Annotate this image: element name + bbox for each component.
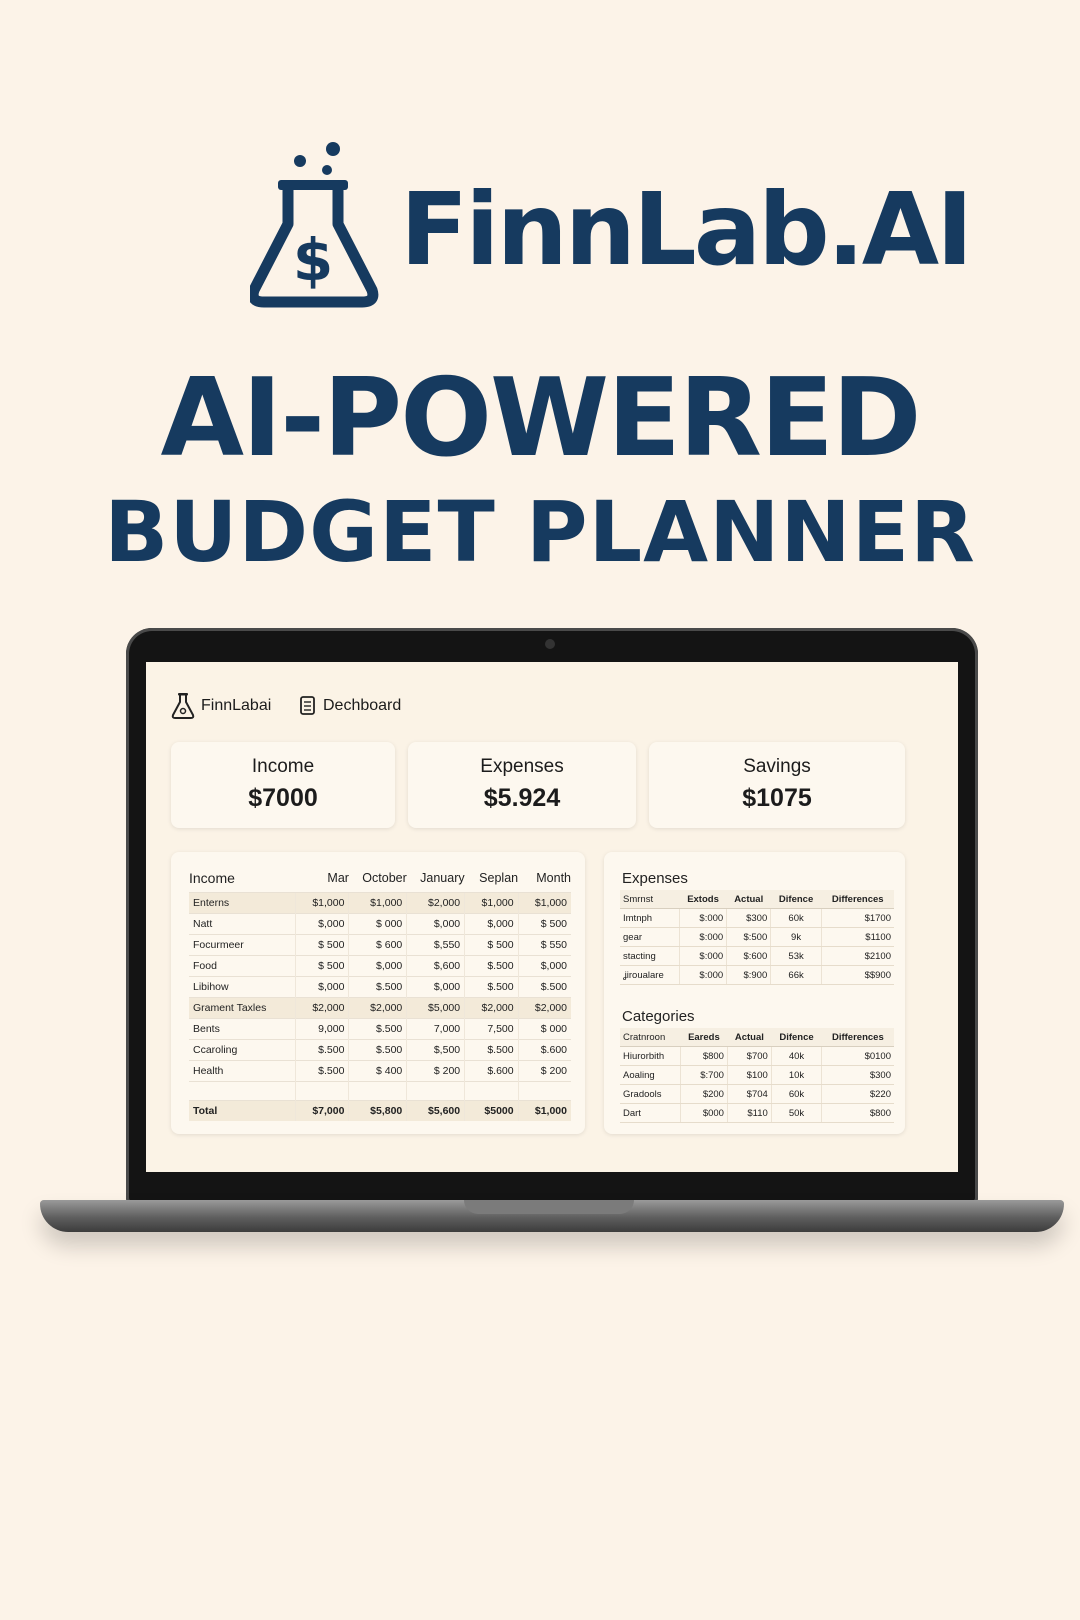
kpi-label: Income	[251, 756, 315, 777]
table-cell: Food	[189, 956, 295, 977]
column-header: Actual	[727, 1028, 771, 1047]
table-cell: $220	[822, 1085, 894, 1104]
table-cell: $5,600	[407, 1101, 465, 1122]
table-row	[620, 1104, 894, 1123]
summary-panel	[604, 852, 905, 1134]
table-cell: $ 500	[518, 914, 571, 935]
kpi-value: $7000	[248, 784, 318, 812]
flask-icon	[171, 692, 195, 720]
column-header: Difence	[771, 1028, 821, 1047]
table-row	[620, 966, 894, 985]
table-cell: $2,000	[407, 893, 465, 914]
table-cell: $1100	[821, 928, 894, 947]
table-cell: $2,000	[465, 998, 518, 1019]
laptop-base	[40, 1200, 1064, 1232]
table-row	[620, 1047, 894, 1066]
savings-kpi-card	[649, 742, 905, 828]
table-cell: Focurmeer	[189, 935, 295, 956]
table-cell: $300	[727, 909, 771, 928]
table-cell: 7,000	[407, 1019, 465, 1040]
table-cell: 9k	[771, 928, 822, 947]
table-cell: Aoaling	[620, 1066, 680, 1085]
table-cell: $$900	[821, 966, 894, 985]
table-cell	[518, 1082, 571, 1101]
table-cell: 10k	[771, 1066, 821, 1085]
brand-name: FinnLab.AI	[400, 171, 971, 288]
column-header: Actual	[727, 890, 771, 909]
table-cell: $1700	[821, 909, 894, 928]
table-cell: $ 000	[518, 1019, 571, 1040]
kpi-label: Expenses	[480, 756, 564, 777]
table-cell: Imtnph	[620, 909, 679, 928]
table-cell: $000	[680, 1104, 727, 1123]
table-cell	[349, 1082, 407, 1101]
table-cell: $1,000	[465, 893, 518, 914]
table-row	[189, 998, 571, 1019]
table-row	[189, 977, 571, 998]
table-cell: $ 500	[465, 935, 518, 956]
table-cell: $.600	[465, 1061, 518, 1082]
table-cell: Health	[189, 1061, 295, 1082]
table-cell: $.500	[465, 1040, 518, 1061]
table-cell: $2,000	[295, 998, 348, 1019]
table-cell: $.500	[349, 1040, 407, 1061]
column-header: Mar	[327, 871, 349, 885]
column-header: Difence	[771, 890, 822, 909]
table-cell: $1,000	[518, 1101, 571, 1122]
column-header: October	[362, 871, 407, 885]
table-cell: 9,000	[295, 1019, 348, 1040]
table-cell: 60k	[771, 909, 822, 928]
table-row	[620, 1066, 894, 1085]
table-cell: $:600	[727, 947, 771, 966]
table-row	[620, 928, 894, 947]
table-cell: 66k	[771, 966, 822, 985]
table-cell: $ 600	[349, 935, 407, 956]
table-cell: $1,000	[295, 893, 348, 914]
table-cell: $:000	[679, 947, 726, 966]
table-cell: Dart	[620, 1104, 680, 1123]
table-row	[189, 1082, 571, 1101]
table-cell: $700	[727, 1047, 771, 1066]
column-header: Eareds	[680, 1028, 727, 1047]
table-cell: Natt	[189, 914, 295, 935]
table-cell: $,000	[518, 956, 571, 977]
column-header: Seplan	[479, 871, 519, 885]
table-cell: $2,000	[518, 998, 571, 1019]
table-cell: $ 550	[518, 935, 571, 956]
table-cell: $ 000	[349, 914, 407, 935]
table-cell: $,000	[295, 914, 348, 935]
table-cell: Total	[189, 1101, 295, 1122]
table-cell: Bents	[189, 1019, 295, 1040]
table-cell: $1,000	[349, 893, 407, 914]
table-cell: $:700	[680, 1066, 727, 1085]
table-cell: $,600	[407, 956, 465, 977]
table-cell: $.600	[518, 1040, 571, 1061]
table-cell: $:500	[727, 928, 771, 947]
table-cell: $.500	[349, 1019, 407, 1040]
table-cell: $ 200	[407, 1061, 465, 1082]
table-cell: Enterns	[189, 893, 295, 914]
dashboard-nav-item[interactable]: Dechboard	[323, 697, 402, 714]
table-cell	[189, 1082, 295, 1101]
table-row	[620, 947, 894, 966]
flask-dollar-logo-icon	[250, 140, 380, 310]
table-row	[189, 956, 571, 977]
laptop-display	[126, 628, 978, 1204]
table-cell: $,000	[465, 914, 518, 935]
hero-title-line1: AI-POWERED	[160, 356, 920, 481]
column-header: Extods	[679, 890, 726, 909]
table-cell: $ 500	[295, 956, 348, 977]
column-header: Smrnst	[620, 890, 679, 909]
table-cell: $,000	[349, 956, 407, 977]
table-cell: 53k	[771, 947, 822, 966]
table-cell: $704	[727, 1085, 771, 1104]
kpi-value: $5.924	[483, 784, 561, 812]
table-cell: Hiurorbith	[620, 1047, 680, 1066]
table-cell: $.500	[465, 956, 518, 977]
table-cell: $7,000	[295, 1101, 348, 1122]
table-cell: $,000	[407, 977, 465, 998]
table-cell: $.500	[518, 977, 571, 998]
categories-title: Categories	[622, 1008, 695, 1025]
table-cell: 50k	[771, 1104, 821, 1123]
document-icon	[299, 695, 317, 717]
table-cell: $,000	[407, 914, 465, 935]
table-cell: $300	[822, 1066, 894, 1085]
table-cell: Ccaroling	[189, 1040, 295, 1061]
kpi-label: Savings	[743, 756, 811, 777]
table-cell: $ 500	[295, 935, 348, 956]
table-row	[189, 1040, 571, 1061]
table-cell: $.500	[295, 1061, 348, 1082]
laptop-notch	[464, 1200, 634, 1214]
column-header: Month	[536, 871, 571, 885]
table-cell: $,500	[407, 1040, 465, 1061]
table-cell: $,000	[295, 977, 348, 998]
table-cell: $1,000	[518, 893, 571, 914]
svg-text:$: $	[292, 226, 334, 294]
expenses-title: Expenses	[622, 870, 688, 887]
table-cell	[407, 1082, 465, 1101]
table-row	[189, 914, 571, 935]
table-cell: $5000	[465, 1101, 518, 1122]
app-name[interactable]: FinnLabai	[201, 697, 272, 714]
table-cell: $100	[727, 1066, 771, 1085]
webcam-icon	[545, 639, 555, 649]
table-row	[620, 909, 894, 928]
column-header: Differences	[821, 890, 894, 909]
table-cell: $200	[680, 1085, 727, 1104]
categories-table	[620, 1028, 894, 1123]
table-row	[620, 1085, 894, 1104]
table-cell: $2,000	[349, 998, 407, 1019]
table-cell: $2100	[821, 947, 894, 966]
table-cell: Gradools	[620, 1085, 680, 1104]
expenses-kpi-card	[408, 742, 636, 828]
income-table-panel	[171, 852, 585, 1134]
table-cell: $.500	[295, 1040, 348, 1061]
table-cell: $5,800	[349, 1101, 407, 1122]
column-header: Differences	[822, 1028, 894, 1047]
table-row	[189, 1061, 571, 1082]
table-cell: $800	[680, 1047, 727, 1066]
column-header: Income	[189, 870, 235, 886]
hero-title-line2: BUDGET PLANNER	[104, 483, 976, 581]
table-row	[189, 1019, 571, 1040]
table-cell: $:000	[679, 928, 726, 947]
table-cell: $110	[727, 1104, 771, 1123]
table-cell: 60k	[771, 1085, 821, 1104]
app-screen	[146, 662, 958, 1172]
table-cell: $:000	[679, 966, 726, 985]
table-cell: ʝiroualare	[620, 966, 679, 985]
table-cell: $:900	[727, 966, 771, 985]
table-cell: $,550	[407, 935, 465, 956]
table-cell: Grament Taxles	[189, 998, 295, 1019]
table-cell: $5,000	[407, 998, 465, 1019]
income-table	[189, 870, 571, 1121]
table-row	[189, 893, 571, 914]
income-kpi-card	[171, 742, 395, 828]
column-header: Cratnroon	[620, 1028, 680, 1047]
table-cell: $0100	[822, 1047, 894, 1066]
table-cell	[465, 1082, 518, 1101]
table-cell: $ 400	[349, 1061, 407, 1082]
table-cell: $ 200	[518, 1061, 571, 1082]
table-cell: gear	[620, 928, 679, 947]
table-row	[189, 935, 571, 956]
table-cell: 7,500	[465, 1019, 518, 1040]
table-cell: $:000	[679, 909, 726, 928]
expenses-table	[620, 890, 894, 985]
table-cell: Libihow	[189, 977, 295, 998]
table-row	[189, 1101, 571, 1122]
table-cell: $.500	[349, 977, 407, 998]
table-cell: $800	[822, 1104, 894, 1123]
table-cell: stacting	[620, 947, 679, 966]
table-cell	[295, 1082, 348, 1101]
table-cell: $.500	[465, 977, 518, 998]
table-cell: 40k	[771, 1047, 821, 1066]
column-header: January	[420, 871, 465, 885]
kpi-value: $1075	[742, 784, 812, 812]
